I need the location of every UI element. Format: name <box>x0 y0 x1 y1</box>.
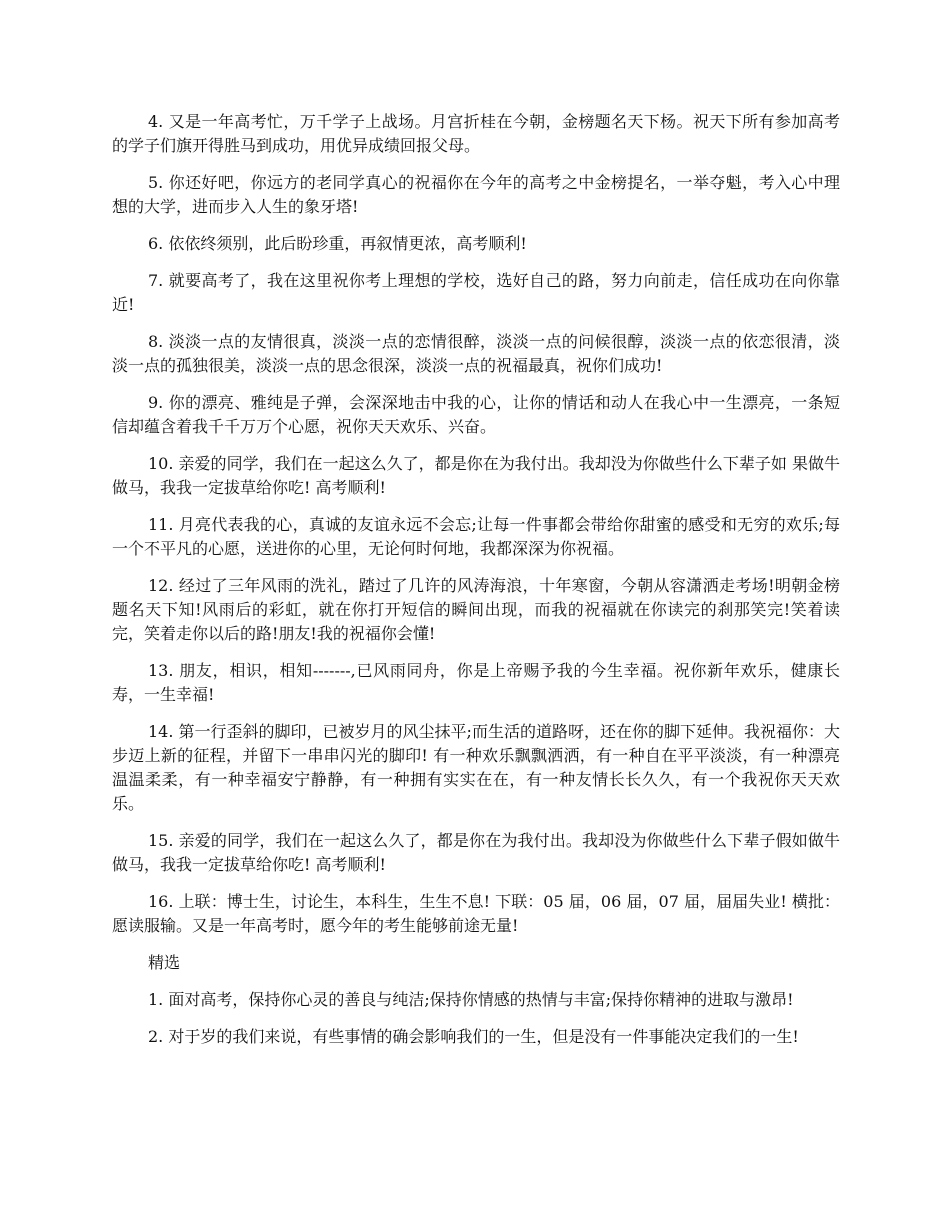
paragraph-13: 13. 朋友，相识，相知-------,已风雨同舟，你是上帝赐予我的今生幸福。祝你新年欢乐，健康长寿，一生幸福! <box>112 661 840 704</box>
section-heading: 精选 <box>148 953 181 972</box>
paragraph-7: 7. 就要高考了，我在这里祝你考上理想的学校，选好自己的路，努力向前走，信任成功在向你靠近! <box>112 271 840 314</box>
paragraph-5: 5. 你还好吧，你远方的老同学真心的祝福你在今年的高考之中金榜提名，一举夺魁，考入心中理想的大学，进而步入人生的象牙塔! <box>112 173 840 216</box>
featured-paragraph-1: 1. 面对高考，保持你心灵的善良与纯洁;保持你情感的热情与丰富;保持你精神的进取与激昂! <box>148 990 794 1009</box>
paragraph-16: 16. 上联：博士生，讨论生，本科生，生生不息! 下联：05 届，06 届，07 届，届届失业! 横批：愿读服输。又是一年高考时，愿今年的考生能够前途无量! <box>112 892 840 935</box>
paragraph-11: 11. 月亮代表我的心，真诚的友谊永远不会忘;让每一件事都会带给你甜蜜的感受和无穷的欢乐;每一个不平凡的心愿，送进你的心里，无论何时何地，我都深深为你祝福。 <box>112 515 840 558</box>
paragraph-6: 6. 依依终须别，此后盼珍重，再叙情更浓，高考顺利! <box>148 234 527 253</box>
paragraph-12: 12. 经过了三年风雨的洗礼，踏过了几许的风涛海浪，十年寒窗，今朝从容潇洒走考场!明朝金榜题名天下知!风雨后的彩虹，就在你打开短信的瞬间出现，而我的祝福就在你读完的刹那笑完!笑着读完，笑着走你以后的路!朋友!我的祝福你会懂! <box>112 576 840 643</box>
paragraph-9: 9. 你的漂亮、雅纯是子弹，会深深地击中我的心，让你的情话和动人在我心中一生漂亮，一条短信却蕴含着我千千万万个心愿，祝你天天欢乐、兴奋。 <box>112 393 840 436</box>
paragraph-10: 10. 亲爱的同学，我们在一起这么久了，都是你在为我付出。我却没为你做些什么下辈子如 果做牛做马，我我一定拔草给你吃! 高考顺利! <box>112 454 840 497</box>
paragraph-8: 8. 淡淡一点的友情很真，淡淡一点的恋情很醉，淡淡一点的问候很醇，淡淡一点的依恋很清，淡淡一点的孤独很美，淡淡一点的思念很深，淡淡一点的祝福最真，祝你们成功! <box>112 332 840 375</box>
paragraph-14: 14. 第一行歪斜的脚印，已被岁月的风尘抹平;而生活的道路呀，还在你的脚下延伸。我祝福你：大步迈上新的征程，并留下一串串闪光的脚印! 有一种欢乐飘飘洒洒，有一种自在平平淡淡，有一种漂亮温温柔柔，有一种幸福安宁静静，有一种拥有实实在在，有一种友情长长久久，有一个我祝你天天欢乐。 <box>112 722 840 813</box>
featured-paragraph-2: 2. 对于岁的我们来说，有些事情的确会影响我们的一生，但是没有一件事能决定我们的一生! <box>148 1027 799 1046</box>
paragraph-4: 4. 又是一年高考忙，万千学子上战场。月宫折桂在今朝，金榜题名天下杨。祝天下所有参加高考的学子们旗开得胜马到成功，用优异成绩回报父母。 <box>112 112 840 155</box>
paragraph-15: 15. 亲爱的同学，我们在一起这么久了，都是你在为我付出。我却没为你做些什么下辈子假如做牛做马，我我一定拔草给你吃! 高考顺利! <box>112 831 840 874</box>
document-page <box>112 110 840 1062</box>
